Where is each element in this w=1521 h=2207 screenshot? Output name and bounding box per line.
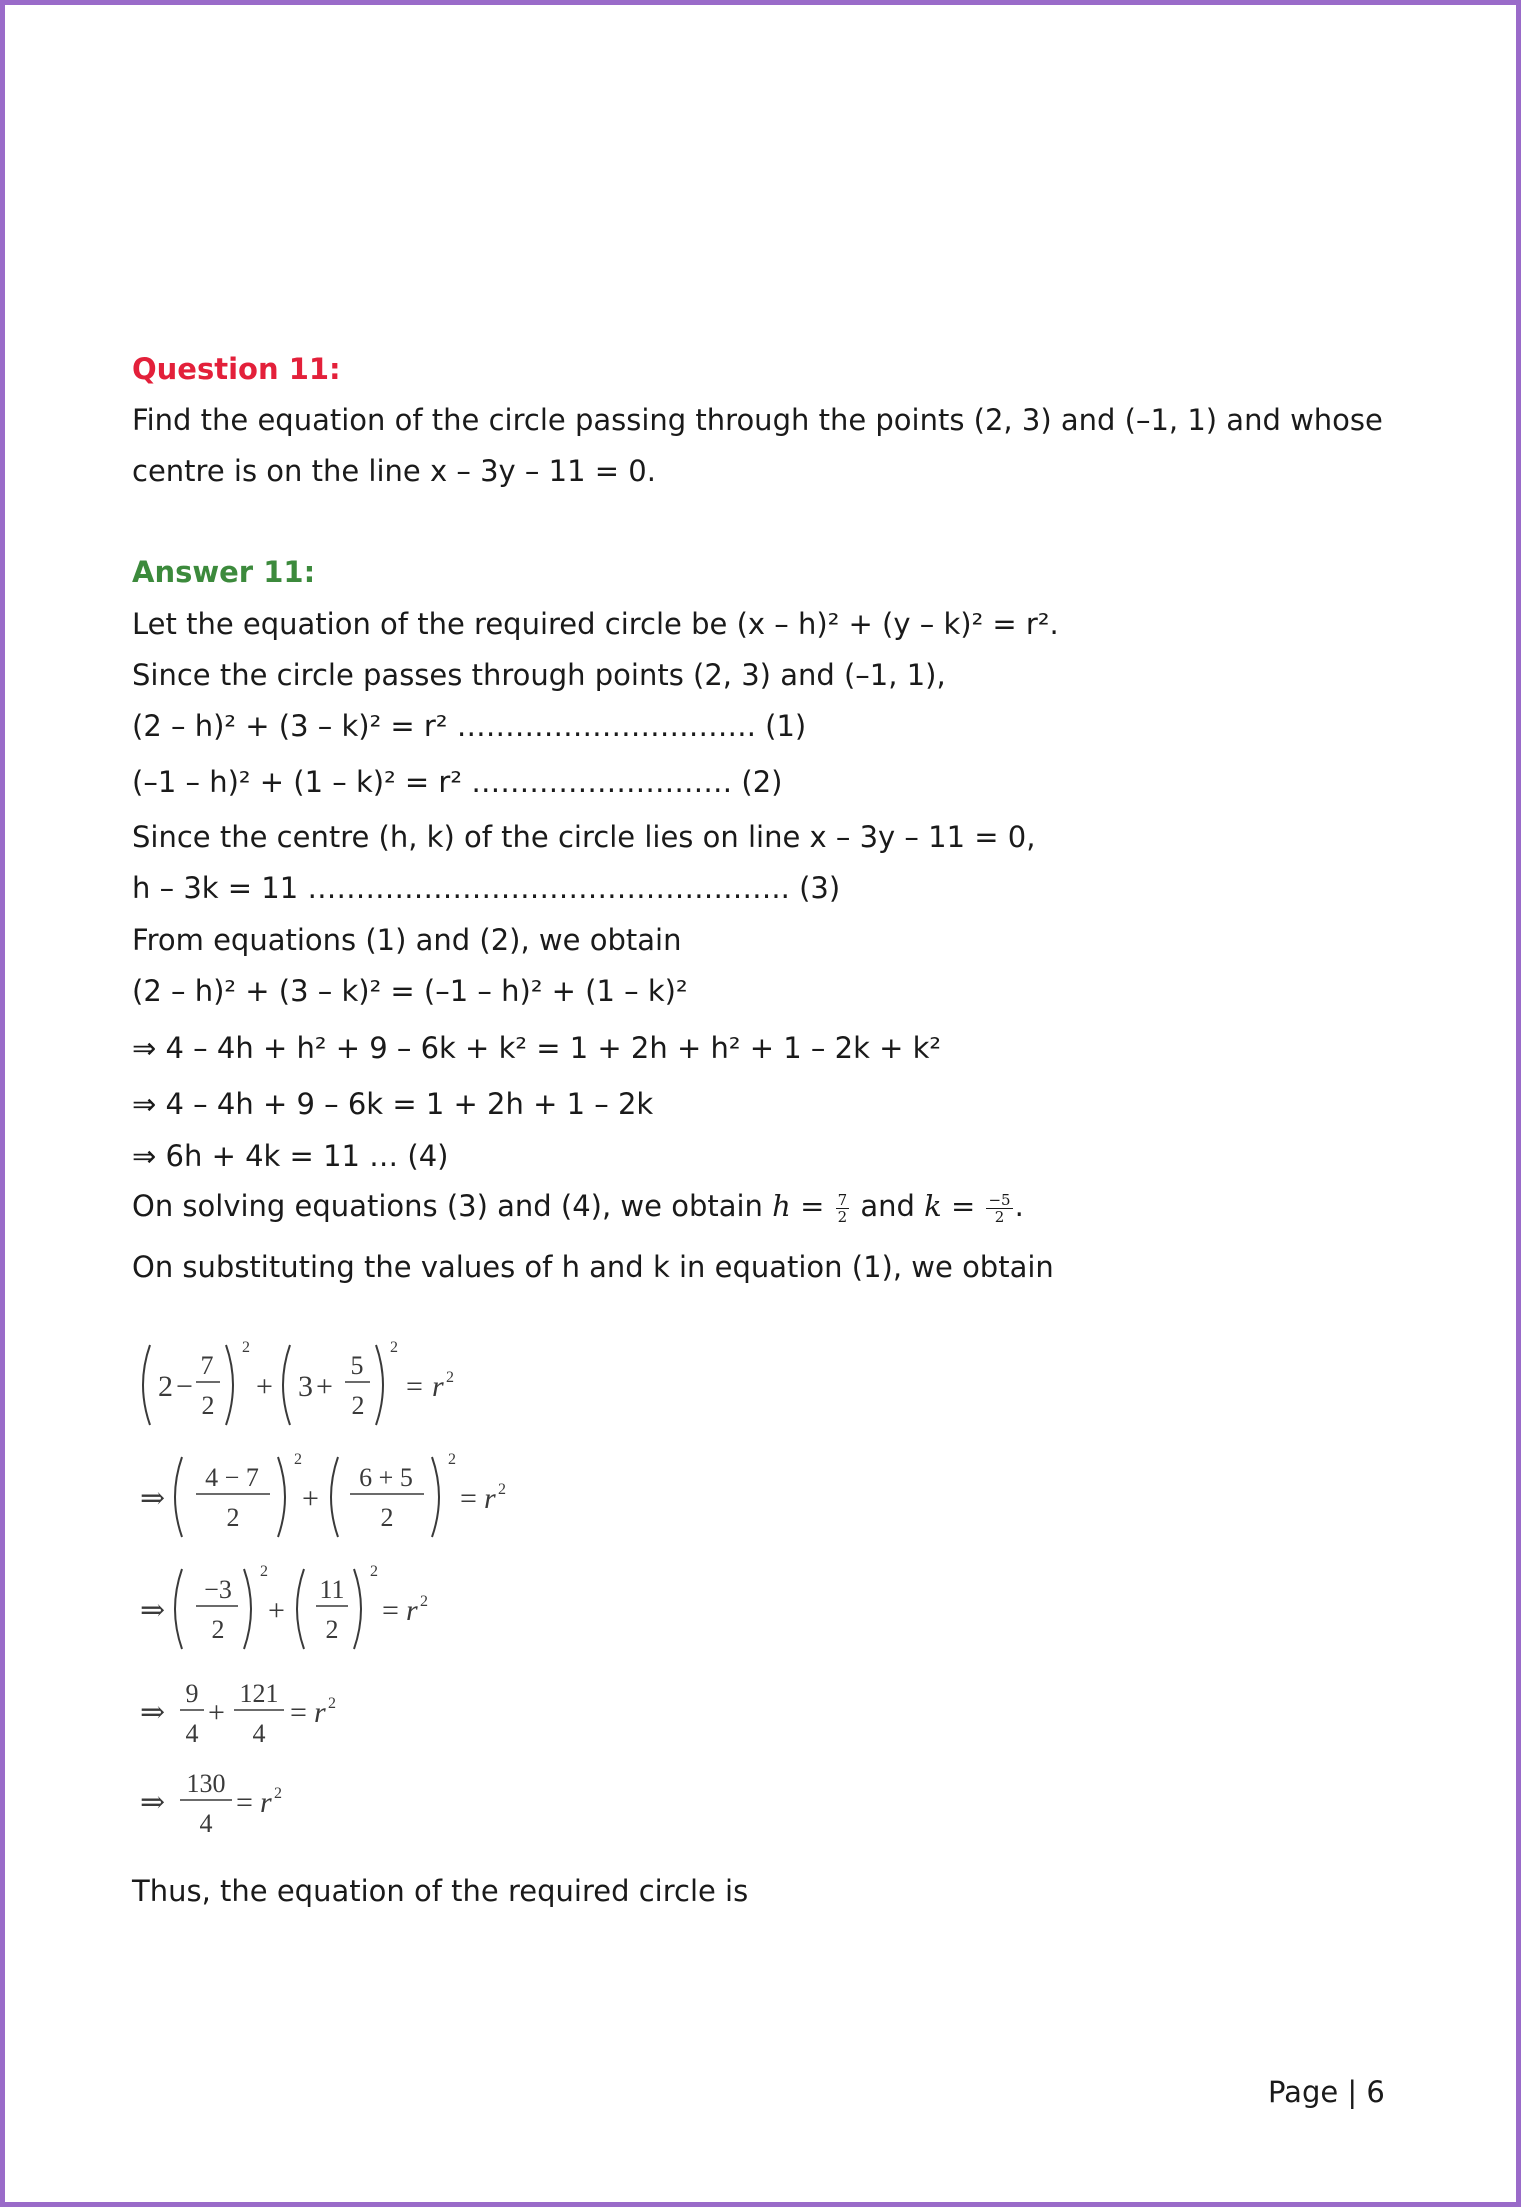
step2-num-a: 4 − 7 <box>205 1463 259 1492</box>
answer-line-simplify: ⇒ 4 – 4h + 9 – 6k = 1 + 2h + 1 – 2k <box>132 1087 654 1121</box>
step3-num-a: −3 <box>204 1575 232 1604</box>
step5-rhs: r <box>260 1786 272 1819</box>
step1-exp-b: 2 <box>390 1339 398 1356</box>
h-variable: h <box>772 1189 791 1223</box>
k-numerator: −5 <box>988 1190 1011 1209</box>
h-fraction <box>836 1192 850 1225</box>
step3-rhs: r <box>406 1594 418 1627</box>
answer-line-2: Since the circle passes through points (2, 3) and (–1, 1), <box>132 658 946 692</box>
step2-rhs-exp: 2 <box>498 1481 506 1498</box>
equation-1: (2 – h)² + (3 – k)² = r² …………………………. (1) <box>132 709 807 743</box>
answer-line-from: From equations (1) and (2), we obtain <box>132 923 682 957</box>
step1-plus: + <box>256 1370 273 1403</box>
step4-den-b: 4 <box>252 1719 266 1748</box>
step4-num-b: 121 <box>239 1679 279 1708</box>
derivation-step-1 <box>143 1339 454 1425</box>
answer-conclusion: Thus, the equation of the required circle is <box>132 1874 749 1908</box>
step1-den-a: 2 <box>201 1391 215 1420</box>
step2-equals: = <box>460 1482 477 1515</box>
step2-num-b-value: 6 + 5 <box>359 1463 413 1492</box>
step4-num-a: 9 <box>185 1679 199 1708</box>
answer-line-solve: On solving equations (3) and (4), we obtain h = $\frac{7}{2}$ and k = $\frac{-5}{2}$ . <box>132 1189 1024 1226</box>
step1-minus: − <box>176 1370 193 1403</box>
step3-plus: + <box>268 1594 285 1627</box>
solve-prefix: On solving equations (3) and (4), we obtain <box>132 1189 763 1223</box>
equation-4: ⇒ 6h + 4k = 11 … (4) <box>132 1139 449 1173</box>
derivation-figure <box>132 1330 552 1840</box>
step1-rhs: r <box>432 1370 444 1403</box>
h-denominator: 2 <box>837 1207 848 1226</box>
answer-line-1: Let the equation of the required circle be (x – h)² + (y – k)² = r². <box>132 607 1059 641</box>
step1-rhs-exp: 2 <box>446 1369 454 1386</box>
step4-plus: + <box>208 1696 225 1729</box>
step3-equals: = <box>382 1594 399 1627</box>
step3-num-b: 11 <box>319 1575 345 1604</box>
step5-den: 4 <box>199 1809 213 1838</box>
question-text-line-1: Find the equation of the circle passing through the points (2, 3) and (–1, 1) and whose <box>132 403 1383 437</box>
question-text-line-2: centre is on the line x – 3y – 11 = 0. <box>132 454 656 488</box>
step4-arrow: ⇒ <box>140 1696 166 1729</box>
k-equals: = <box>950 1189 976 1223</box>
derivation-step-5 <box>140 1769 282 1838</box>
step3-den-a: 2 <box>211 1615 225 1644</box>
k-variable: k <box>924 1189 942 1223</box>
answer-title: Answer 11: <box>132 555 316 589</box>
step1-equals: = <box>406 1370 423 1403</box>
step4-rhs-exp: 2 <box>328 1695 336 1712</box>
step1-term-a: 2 <box>158 1370 173 1403</box>
h-equals: = <box>800 1189 825 1223</box>
step2-den-a: 2 <box>226 1503 240 1532</box>
step3-rhs-exp: 2 <box>420 1593 428 1610</box>
answer-line-centre: Since the centre (h, k) of the circle lies on line x – 3y – 11 = 0, <box>132 820 1036 854</box>
h-numerator: 7 <box>837 1190 848 1209</box>
step5-equals: = <box>236 1786 253 1819</box>
equation-2: (–1 – h)² + (1 – k)² = r² ……………………… (2) <box>132 765 783 799</box>
derivation-step-4 <box>140 1679 336 1748</box>
step3-den-b: 2 <box>325 1615 339 1644</box>
step1-plus-b: + <box>316 1370 333 1403</box>
k-fraction <box>986 1192 1012 1225</box>
step3-arrow: ⇒ <box>140 1594 166 1627</box>
step1-num-a: 7 <box>200 1351 214 1380</box>
answer-line-expand: ⇒ 4 – 4h + h² + 9 – 6k + k² = 1 + 2h + h² + 1 – 2k + k² <box>132 1031 942 1065</box>
derivation-step-3 <box>140 1563 428 1649</box>
and-word: and <box>860 1189 915 1223</box>
step2-rhs: r <box>484 1482 496 1515</box>
step4-den-a: 4 <box>185 1719 199 1748</box>
answer-line-substitute: On substituting the values of h and k in equation (1), we obtain <box>132 1250 1054 1284</box>
step2-plus: + <box>302 1482 319 1515</box>
step5-arrow: ⇒ <box>140 1786 166 1819</box>
step3-exp-b: 2 <box>370 1563 378 1580</box>
derivation-step-2 <box>140 1451 506 1537</box>
step2-den-b: 2 <box>380 1503 394 1532</box>
k-denominator: 2 <box>994 1207 1005 1226</box>
step2-exp-a: 2 <box>294 1451 302 1468</box>
step2-arrow: ⇒ <box>140 1482 166 1515</box>
step5-rhs-exp: 2 <box>274 1785 282 1802</box>
step4-rhs: r <box>314 1696 326 1729</box>
step1-exp-a: 2 <box>242 1339 250 1356</box>
step3-exp-a: 2 <box>260 1563 268 1580</box>
step2-exp-b: 2 <box>448 1451 456 1468</box>
step4-equals: = <box>290 1696 307 1729</box>
step1-den-b: 2 <box>351 1391 365 1420</box>
answer-line-equate: (2 – h)² + (3 – k)² = (–1 – h)² + (1 – k)² <box>132 974 688 1008</box>
step5-num: 130 <box>186 1769 226 1798</box>
step1-term-b: 3 <box>298 1370 313 1403</box>
equation-3: h – 3k = 11 ………………………………………….. (3) <box>132 871 841 905</box>
question-title: Question 11: <box>132 352 341 386</box>
page-number: Page | 6 <box>1268 2075 1385 2109</box>
step1-num-b: 5 <box>350 1351 364 1380</box>
